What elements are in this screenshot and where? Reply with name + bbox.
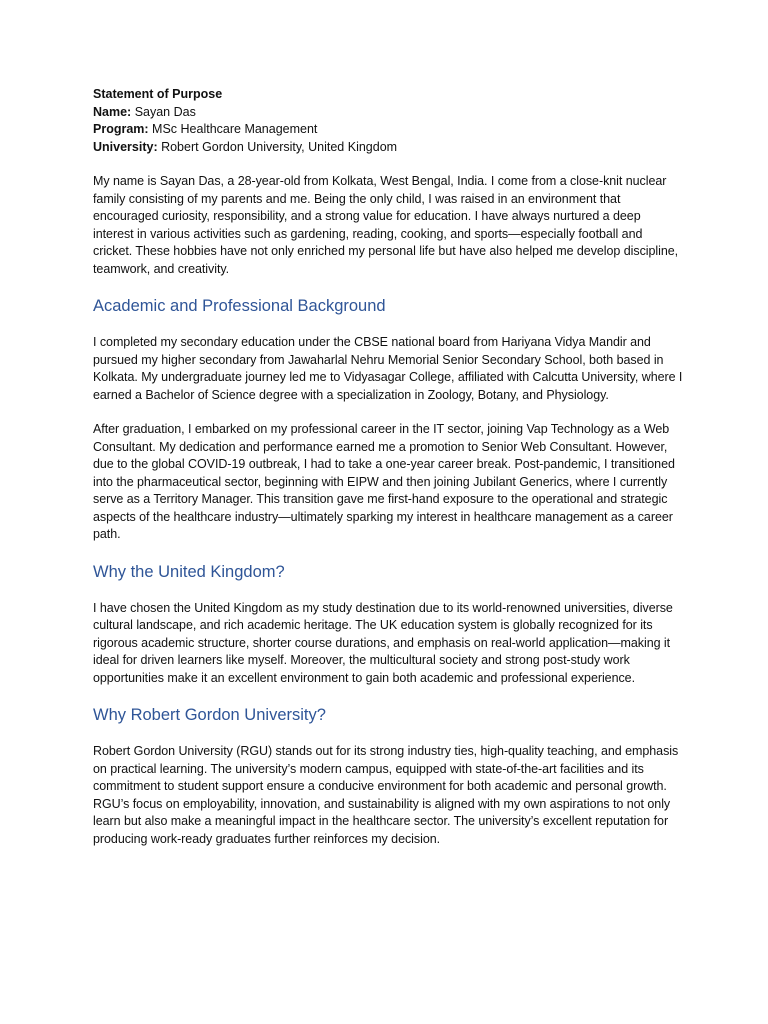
document-page (93, 86, 683, 848)
intro-paragraph: My name is Sayan Das, a 28-year-old from Kolkata, West Bengal, India. I come from a close-knit nuclear family consisting of my parents and me. Being the only child, I was raised in an environment that encouraged curiosity, responsibility, and a strong value for education. I have always nurtured a deep interest in various activities such as gardening, reading, cooking, and sports—especially football and cricket. These hobbies have not only enriched my personal life but have also helped me develop discipline, teamwork, and creativity. (93, 174, 679, 276)
program-value: MSc Healthcare Management (148, 122, 318, 136)
document-title: Statement of Purpose (93, 87, 223, 101)
university-label: University: (93, 139, 158, 154)
uk-paragraph: I have chosen the United Kingdom as my study destination due to its world-renowned universities, diverse cultural landscape, and rich academic heritage. The UK education system is globally recognized for its rigorous academic structure, shorter course durations, and emphasis on real-world application—making it ideal for driven learners like myself. Moreover, the multicultural society and strong post-study work opportunities make it an excellent environment to gain both academic and professional experience. (93, 600, 673, 685)
university-line (93, 139, 683, 157)
name-value: Sayan Das (131, 104, 196, 119)
program-line (93, 121, 683, 139)
academic-paragraph-1: I completed my secondary education under the CBSE national board from Hariyana Vidya Mandir and pursued my higher secondary from Jawaharlal Nehru Memorial Senior Secondary School, both based in Kolkata. My undergraduate journey led me to Vidyasagar College, affiliated with Calcutta University, where I earned a Bachelor of Science degree with a specialization in Zoology, Botany, and Physiology. (93, 335, 683, 402)
program-label: Program: (93, 122, 149, 136)
name-line (93, 104, 683, 122)
rgu-paragraph: Robert Gordon University (RGU) stands out for its strong industry ties, high-quality teaching, and emphasis on practical learning. The university’s modern campus, equipped with state-of-the-art facilities and its commitment to student support ensure a conducive environment for both academic and personal growth. RGU’s focus on employability, innovation, and sustainability is aligned with my own aspirations to not only learn but also make a meaningful impact in the healthcare sector. The university’s excellent reputation for producing work-ready graduates further reinforces my decision. (93, 744, 679, 846)
name-label: Name: (93, 104, 132, 119)
section-heading-academic: Academic and Professional Background (93, 297, 386, 315)
section-heading-rgu: Why Robert Gordon University? (93, 706, 326, 724)
section-heading-uk: Why the United Kingdom? (93, 562, 285, 581)
academic-paragraph-2: After graduation, I embarked on my professional career in the IT sector, joining Vap Technology as a Web Consultant. My dedication and performance earned me a promotion to Senior Web Consultant. However, due to the global COVID-19 outbreak, I had to take a one-year career break. Post-pandemic, I transitioned into the pharmaceutical sector, beginning with EIPW and then joining Jubilant Generics, where I currently serve as a Territory Manager. This transition gave me first-hand exposure to the operational and strategic aspects of the healthcare industry—ultimately sparking my interest in healthcare management as a career path. (93, 422, 675, 541)
university-value: Robert Gordon University, United Kingdom (157, 139, 398, 154)
